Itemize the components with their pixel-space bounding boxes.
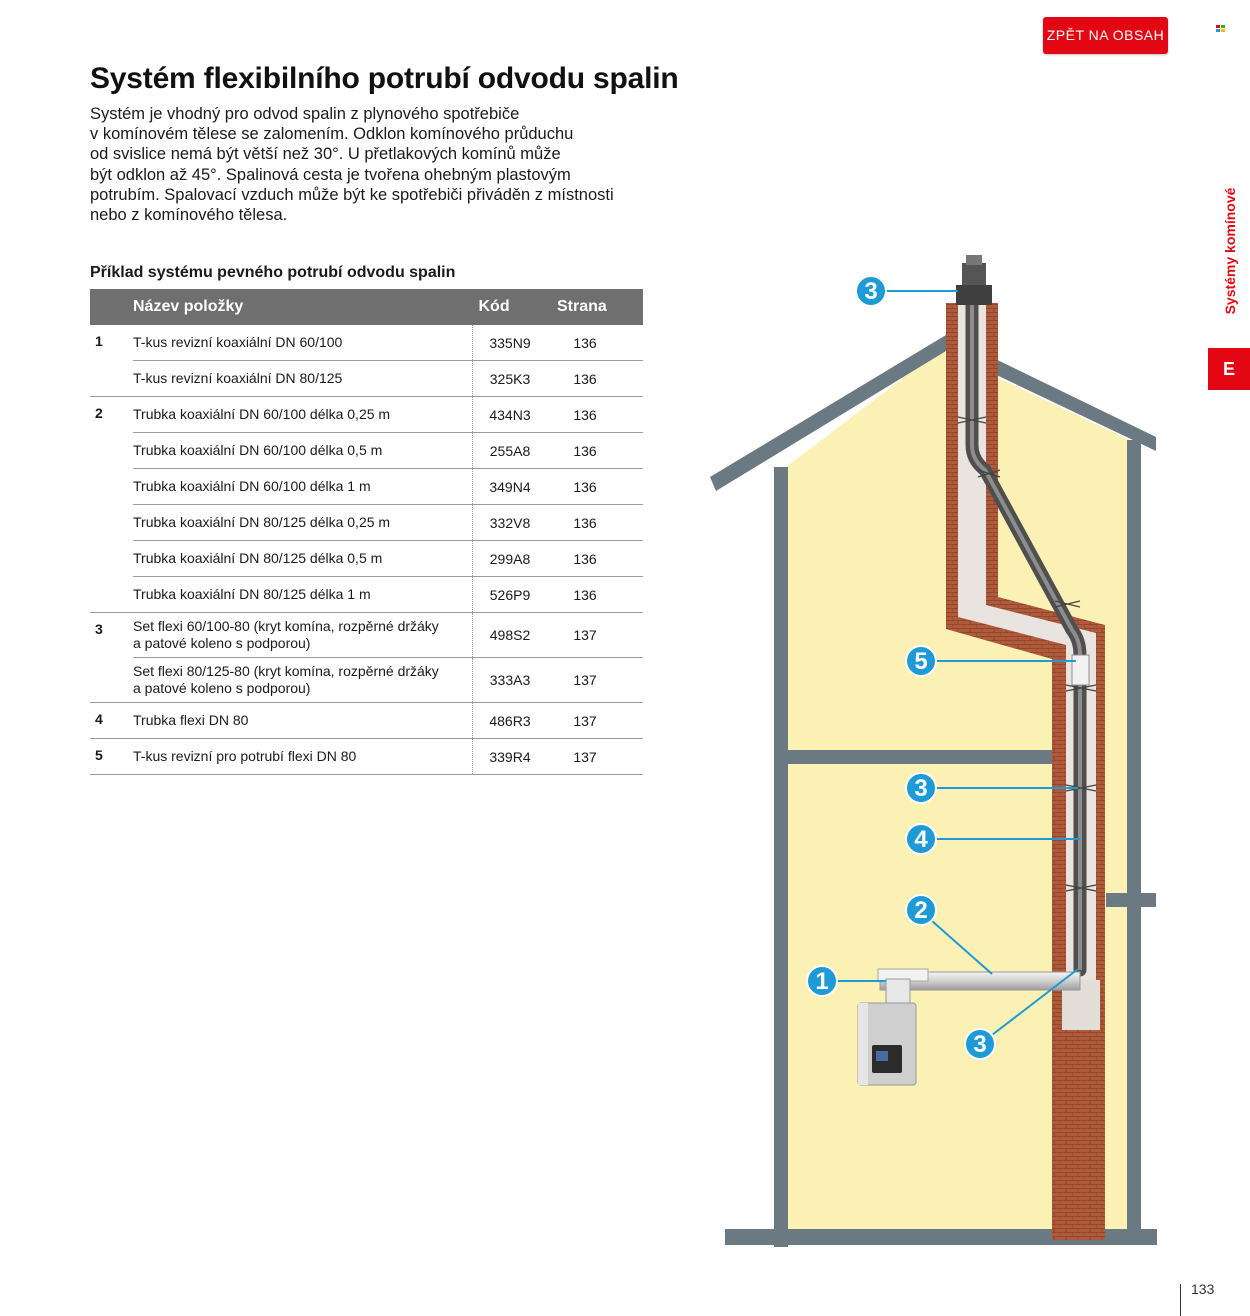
brand-logo-icon: [1216, 25, 1226, 33]
table-row: [90, 505, 643, 541]
callout-number: 3: [973, 1031, 987, 1058]
row-number: [90, 658, 133, 703]
callout-1: [807, 966, 837, 996]
row-page: 137: [547, 613, 643, 658]
row-name: T-kus revizní pro potrubí flexi DN 80: [133, 739, 473, 775]
table-row: [90, 577, 643, 613]
intro-line: v komínovém tělese se zalomením. Odklon komínového průduchu: [90, 125, 574, 144]
row-page: 136: [547, 361, 643, 397]
row-code: 255A8: [473, 433, 548, 469]
table-row: [90, 658, 643, 703]
chapter-label: [1219, 172, 1241, 330]
row-name: [133, 613, 473, 658]
callout-4: [906, 824, 936, 854]
table-row: [90, 739, 643, 775]
row-name: T-kus revizní koaxiální DN 60/100: [133, 325, 473, 361]
row-number: [90, 541, 133, 577]
table-row: [90, 397, 643, 433]
row-name-line: a patové koleno s podporou): [133, 635, 311, 651]
table-row: [90, 325, 643, 361]
table-row: [90, 703, 643, 739]
row-code: 332V8: [473, 505, 548, 541]
row-page: 137: [547, 703, 643, 739]
row-page: 136: [547, 433, 643, 469]
row-number: [90, 361, 133, 397]
chimney-cap: [956, 255, 992, 305]
table-row: [90, 613, 643, 658]
row-number: [90, 469, 133, 505]
callout-number: 3: [914, 775, 928, 802]
intro-line: potrubím. Spalovací vzduch může být ke spotřebiči přiváděn z místnosti: [90, 185, 614, 204]
row-code: 333A3: [473, 658, 548, 703]
row-name: Trubka koaxiální DN 60/100 délka 0,25 m: [133, 397, 473, 433]
section-tab[interactable]: E: [1208, 348, 1250, 390]
row-number: 1: [95, 333, 103, 349]
chapter-label-text: Systémy komínové: [1222, 187, 1238, 315]
row-code: 434N3: [473, 397, 548, 433]
row-code: 526P9: [473, 577, 548, 613]
page-number: 133: [1191, 1281, 1215, 1297]
flue-system-diagram: [700, 245, 1170, 1255]
right-wall-lower: [1127, 905, 1141, 1245]
table-row: [90, 361, 643, 397]
intro-paragraph: [90, 104, 650, 225]
header-number: [90, 289, 133, 325]
row-name: Trubka koaxiální DN 60/100 délka 1 m: [133, 469, 473, 505]
row-page: 136: [547, 469, 643, 505]
row-page: 136: [547, 325, 643, 361]
callout-2: [906, 895, 936, 925]
row-code: 299A8: [473, 541, 548, 577]
ceiling-slab-right: [1106, 893, 1156, 907]
table-row: [90, 541, 643, 577]
left-wall: [774, 467, 788, 1247]
row-name-line: a patové koleno s podporou): [133, 680, 311, 696]
callout-3-bottom: [965, 1029, 995, 1059]
row-code: 335N9: [473, 325, 548, 361]
row-number: 5: [90, 739, 133, 775]
row-name: Trubka koaxiální DN 80/125 délka 0,5 m: [133, 541, 473, 577]
row-code: 486R3: [473, 703, 548, 739]
callout-3-top: [856, 276, 886, 306]
row-number: 2: [95, 405, 103, 421]
parts-table: [90, 289, 643, 775]
row-page: 136: [547, 397, 643, 433]
row-page: 136: [547, 541, 643, 577]
row-number: [90, 505, 133, 541]
table-row: [90, 433, 643, 469]
tee-piece: [886, 979, 910, 1005]
row-name: [133, 658, 473, 703]
page-title: Systém flexibilního potrubí odvodu spalin: [90, 62, 679, 95]
callout-number: 1: [815, 968, 829, 995]
callout-number: 2: [914, 897, 928, 924]
row-page: 137: [547, 739, 643, 775]
header-name: Název položky: [133, 289, 473, 325]
intro-line: být odklon až 45°. Spalinová cesta je tvořena ohebným plastovým: [90, 165, 571, 184]
row-number: [90, 433, 133, 469]
back-to-contents-button[interactable]: ZPĚT NA OBSAH: [1043, 17, 1168, 54]
row-number: [90, 577, 133, 613]
table-title: Příklad systému pevného potrubí odvodu spalin: [90, 264, 456, 281]
table-header-row: [90, 289, 643, 325]
callout-number: 5: [914, 648, 928, 675]
row-page: 137: [547, 658, 643, 703]
callout-number: 4: [914, 826, 928, 853]
table-row: [90, 469, 643, 505]
right-wall: [1127, 440, 1141, 895]
row-number: 4: [90, 703, 133, 739]
intro-line: od svislice nemá být větší než 30°. U přetlakových komínů může: [90, 145, 561, 164]
intro-line: nebo z komínového tělesa.: [90, 206, 288, 225]
header-code: Kód: [473, 289, 548, 325]
row-page: 136: [547, 505, 643, 541]
inspection-tee: [1072, 655, 1089, 685]
header-page: Strana: [547, 289, 643, 325]
row-name: Trubka koaxiální DN 80/125 délka 1 m: [133, 577, 473, 613]
row-name-line: Set flexi 80/125-80 (kryt komína, rozpěrné držáky: [133, 663, 439, 679]
row-code: 339R4: [473, 739, 548, 775]
intro-line: Systém je vhodný pro odvod spalin z plynového spotřebiče: [90, 105, 520, 123]
row-name: T-kus revizní koaxiální DN 80/125: [133, 361, 473, 397]
row-name: Trubka koaxiální DN 60/100 délka 0,5 m: [133, 433, 473, 469]
row-code: 325K3: [473, 361, 548, 397]
row-name: Trubka flexi DN 80: [133, 703, 473, 739]
row-code: 498S2: [473, 613, 548, 658]
row-page: 136: [547, 577, 643, 613]
callout-3-middle: [906, 773, 936, 803]
row-name-line: Set flexi 60/100-80 (kryt komína, rozpěrné držáky: [133, 618, 439, 634]
row-code: 349N4: [473, 469, 548, 505]
ceiling-slab: [774, 750, 1056, 764]
row-number: 3: [95, 621, 103, 637]
callout-number: 3: [864, 278, 878, 305]
boiler-icon: [858, 1003, 916, 1085]
callout-5: [906, 646, 936, 676]
row-name: Trubka koaxiální DN 80/125 délka 0,25 m: [133, 505, 473, 541]
page-number-rule: [1180, 1284, 1181, 1316]
